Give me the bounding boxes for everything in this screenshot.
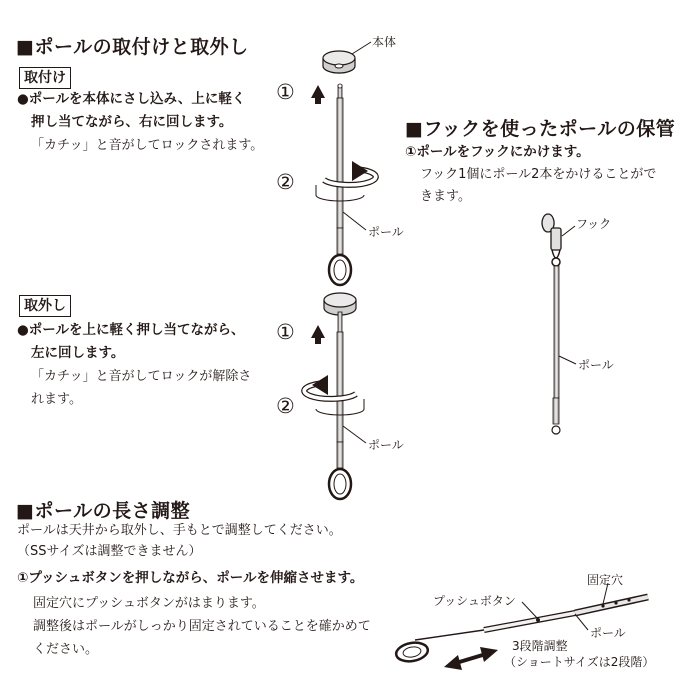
double-arrow-icon (444, 647, 498, 670)
adjustable-pole-icon (395, 597, 648, 664)
bullet: ● (17, 91, 29, 107)
ceiling-base-icon (323, 51, 355, 73)
label-pole-detach: ポール (368, 438, 404, 452)
label-3-steps: 3段階調整 (512, 639, 568, 653)
length-text-1: 固定穴にプッシュボタンがはまります。 (33, 596, 265, 611)
detach-step-2: ② (276, 394, 295, 418)
attach-line-1: ポールを本体にさし込み、上に軽く (28, 91, 246, 107)
leader-line (343, 212, 366, 230)
length-intro-1: ポールは天井から取外し、手もとで調整してください。 (17, 523, 342, 538)
leader-line (603, 583, 608, 604)
detach-line-1: ポールを上に軽く押し当てながら、 (28, 322, 245, 338)
label-body: 本体 (372, 35, 397, 49)
hook-text-1: フック1個にポール2本をかけることがで (420, 167, 657, 182)
pole-icon (329, 312, 351, 499)
label-short-2-steps: （ショートサイズは2段階） (504, 655, 655, 669)
leader-line (352, 42, 371, 54)
attach-tag: 取付け (19, 67, 71, 89)
hook-step: ①ポールをフックにかけます。 (405, 144, 590, 160)
leader-line (575, 614, 588, 630)
label-pole-hook: ポール (578, 358, 614, 372)
hook-text-2: きます。 (420, 189, 471, 204)
length-step: ①プッシュボタンを押しながら、ポールを伸縮させます。 (17, 570, 364, 586)
leader-line (343, 426, 366, 443)
hook-icon (542, 214, 575, 266)
label-hook: フック (576, 217, 612, 231)
bullet: ● (17, 322, 29, 338)
detach-step-1: ① (276, 320, 295, 344)
leader-line (559, 356, 576, 364)
label-pole-attach: ポール (368, 225, 404, 239)
length-intro-2: （SSサイズは調整できません） (17, 544, 202, 559)
label-hole: 固定穴 (587, 573, 624, 587)
detach-text-3: 「カチッ」と音がしてロックが解除さ (31, 369, 252, 384)
detach-text-2: 左に回します。 (31, 345, 125, 361)
attach-step-2: ② (276, 170, 295, 194)
detach-tag: 取外し (19, 295, 71, 317)
length-text-2: 調整後はポールがしっかり固定されていることを確かめて (33, 619, 371, 634)
attach-detach-heading: ■ポールの取付けと取外し (16, 36, 249, 58)
attach-text-3: 「カチッ」と音がしてロックされます。 (31, 138, 264, 153)
label-push-button: プッシュボタン (433, 594, 516, 608)
length-text-3: ください。 (33, 642, 99, 657)
rotate-left-icon (304, 375, 364, 415)
leader-line (522, 602, 538, 619)
attach-step-1: ① (276, 80, 295, 104)
hook-heading: ■フックを使ったポールの保管 (405, 118, 676, 140)
detach-text-4: れます。 (31, 392, 82, 407)
rotate-right-icon (316, 161, 376, 201)
attach-text-2: 押し当てながら、右に回します。 (31, 114, 233, 130)
label-pole-adjust: ポール (590, 626, 626, 640)
arrow-up-icon (311, 85, 325, 104)
pole-icon (552, 266, 560, 434)
length-heading: ■ポールの長さ調整 (16, 500, 191, 522)
arrow-up-icon (311, 325, 325, 344)
